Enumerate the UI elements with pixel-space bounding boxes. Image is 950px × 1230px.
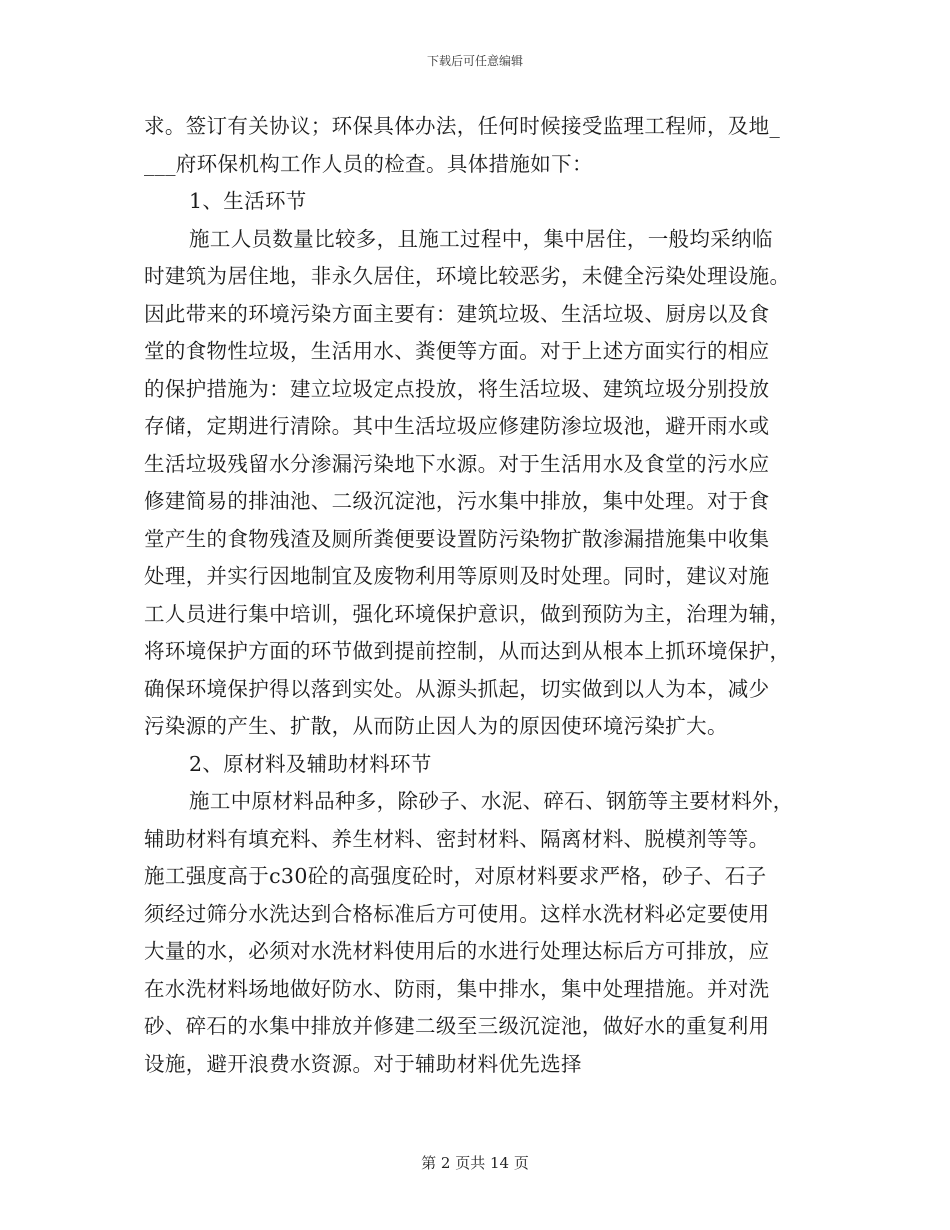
text-line: 修建简易的排油池、二级沉淀池，污水集中排放，集中处理。对于食 bbox=[144, 489, 770, 513]
text-line: 因此带来的环境污染方面主要有：建筑垃圾、生活垃圾、厨房以及食 bbox=[144, 301, 770, 326]
text-line: 将环境保护方面的环节做到提前控制，从而达到从根本上抓环境保护， bbox=[144, 639, 791, 663]
text-line: 施工人员数量比较多，且施工过程中，集中居住，一般均采纳临 bbox=[189, 226, 773, 251]
text-line: 工人员进行集中培训，强化环境保护意识，做到预防为主，治理为辅， bbox=[144, 601, 791, 626]
section-heading: 2、原材料及辅助材料环节 bbox=[189, 751, 432, 776]
text-line: 砂、碎石的水集中排放并修建二级至三级沉淀池，做好水的重复利用 bbox=[144, 1014, 770, 1038]
text-line: 存储，定期进行清除。其中生活垃圾应修建防渗垃圾池，避开雨水或 bbox=[144, 414, 770, 438]
text-line: 生活垃圾残留水分渗漏污染地下水源。对于生活用水及食堂的污水应 bbox=[144, 451, 770, 476]
document-body bbox=[144, 108, 808, 1083]
text-line: 须经过筛分水洗达到合格标准后方可使用。这样水洗材料必定要使用 bbox=[144, 901, 770, 926]
text-line: 施工强度高于c30砼的高强度砼时，对原材料要求严格，砂子、石子 bbox=[144, 864, 767, 888]
text-line: 确保环境保护得以落到实处。从源头抓起，切实做到以人为本，减少 bbox=[144, 676, 770, 701]
text-line: 污染源的产生、扩散，从而防止因人为的原因使环境污染扩大。 bbox=[144, 714, 728, 738]
text-line: 堂产生的食物残渣及厕所粪便要设置防污染物扩散渗漏措施集中收集 bbox=[144, 526, 770, 551]
text-line: 处理，并实行因地制宜及废物利用等原则及时处理。同时，建议对施 bbox=[144, 564, 770, 588]
text-line: 堂的食物性垃圾，生活用水、粪便等方面。对于上述方面实行的相应 bbox=[144, 339, 770, 363]
section-heading: 1、生活环节 bbox=[189, 189, 307, 213]
text-line: ___府环保机构工作人员的检查。具体措施如下： bbox=[144, 151, 593, 176]
text-line: 辅助材料有填充料、养生材料、密封材料、隔离材料、脱模剂等等。 bbox=[144, 826, 770, 851]
text-line: 在水洗材料场地做好防水、防雨，集中排水，集中处理措施。并对洗 bbox=[144, 976, 770, 1001]
text-line: 大量的水，必须对水洗材料使用后的水进行处理达标后方可排放，应 bbox=[144, 939, 770, 963]
text-line: 求。签订有关协议；环保具体办法，任何时候接受监理工程师，及地_ bbox=[144, 114, 781, 138]
text-line: 时建筑为居住地，非永久居住，环境比较恶劣，未健全污染处理设施。 bbox=[144, 264, 791, 288]
text-line: 设施，避开浪费水资源。对于辅助材料优先选择 bbox=[144, 1051, 582, 1076]
text-line: 施工中原材料品种多，除砂子、水泥、碎石、钢筋等主要材料外， bbox=[189, 789, 794, 813]
page-footer: 第 2 页共 14 页 bbox=[421, 1154, 529, 1172]
text-line: 的保护措施为：建立垃圾定点投放，将生活垃圾、建筑垃圾分别投放 bbox=[144, 376, 770, 401]
page-header: 下载后可任意编辑 bbox=[426, 54, 523, 68]
